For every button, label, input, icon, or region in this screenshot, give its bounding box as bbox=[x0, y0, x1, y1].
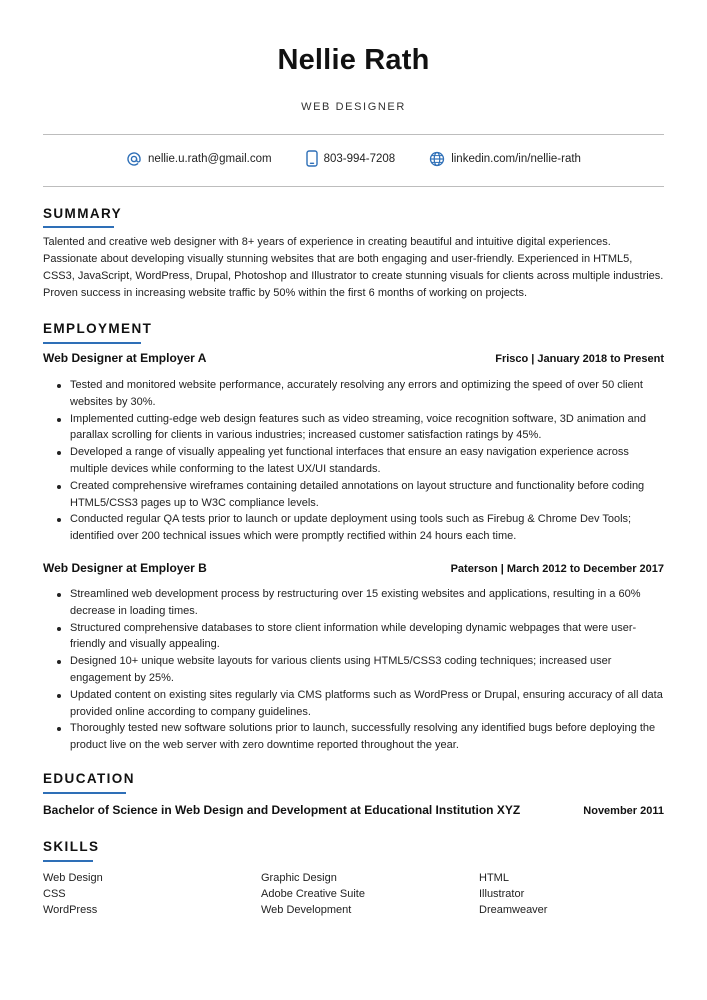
list-item: Streamlined web development process by restructuring over 15 existing websites and applications, resulting in a 60% decrease in loading times. bbox=[70, 586, 664, 620]
summary-underline bbox=[43, 226, 114, 228]
skill-item: Illustrator bbox=[479, 888, 525, 900]
job-title: Web Designer at Employer B bbox=[43, 561, 207, 575]
skill-item: WordPress bbox=[43, 904, 98, 916]
list-item: Created comprehensive wireframes containing detailed annotations on layout structure and functionality before coding HTML5/CSS3 pages up to W3C compliance levels. bbox=[70, 478, 664, 512]
employment-underline bbox=[43, 342, 141, 344]
globe-icon bbox=[429, 151, 445, 167]
job-location-dates: Frisco | January 2018 to Present bbox=[495, 353, 664, 365]
skill-item: Web Design bbox=[43, 872, 103, 884]
at-sign-icon bbox=[126, 151, 142, 167]
skill-item: CSS bbox=[43, 888, 66, 900]
skills-heading: SKILLS bbox=[43, 839, 100, 854]
list-item: Structured comprehensive databases to store client information while developing dynamic webpages that were user-friendly and visually appealing. bbox=[70, 620, 664, 654]
contact-phone[interactable] bbox=[306, 150, 396, 167]
linkedin-text: linkedin.com/in/nellie-rath bbox=[451, 152, 581, 165]
skills-grid bbox=[43, 870, 664, 918]
contact-email[interactable] bbox=[126, 150, 272, 167]
email-text: nellie.u.rath@gmail.com bbox=[148, 152, 272, 165]
list-item: Designed 10+ unique website layouts for various clients using HTML5/CSS3 coding techniques; increased user engagement by 25%. bbox=[70, 653, 664, 687]
list-item: Implemented cutting-edge web design features such as video streaming, voice recognition software, 3D animation and parallax scrolling for clients in various industries; increased customer satisfaction ratings by 45%. bbox=[70, 411, 664, 445]
skills-underline bbox=[43, 860, 93, 862]
employment-heading: EMPLOYMENT bbox=[43, 321, 153, 336]
summary-text: Talented and creative web designer with 8+ years of experience in creating beautiful and intuitive digital experiences. Passionate about developing visually stunning websites that are both engaging and user-friendly. Experienced in HTML5, CSS3, JavaScript, WordPress, Drupal, Photoshop and Illustrator to create stunning visuals for clients across multiple industries. Proven success in increasing website traffic by 50% within the first 6 months of working on projects. bbox=[43, 236, 664, 299]
header-divider-top bbox=[43, 134, 664, 135]
header-divider-bottom bbox=[43, 186, 664, 187]
job-bullets bbox=[43, 377, 664, 545]
skill-item: Graphic Design bbox=[261, 872, 337, 884]
contact-linkedin[interactable] bbox=[429, 150, 581, 167]
job-header bbox=[43, 351, 664, 365]
list-item: Tested and monitored website performance, accurately resolving any errors and optimizing the speed of over 50 client websites by 30%. bbox=[70, 377, 664, 411]
list-item: Thoroughly tested new software solutions prior to launch, successfully resolving any identified bugs before deploying the product live on the web server with zero downtime reported throughout the year. bbox=[70, 720, 664, 754]
job-bullets bbox=[43, 586, 664, 754]
education-entry bbox=[43, 803, 664, 817]
candidate-role: WEB DESIGNER bbox=[301, 101, 406, 113]
candidate-name: Nellie Rath bbox=[277, 44, 430, 76]
job-location-dates: Paterson | March 2012 to December 2017 bbox=[450, 563, 664, 575]
degree-date: November 2011 bbox=[583, 805, 664, 817]
list-item: Developed a range of visually appealing yet functional interfaces that ensure an easy navigation experience across multiple devices while conforming to the latest UX/UI standards. bbox=[70, 444, 664, 478]
education-heading: EDUCATION bbox=[43, 771, 135, 786]
job-header bbox=[43, 561, 664, 575]
summary-heading: SUMMARY bbox=[43, 206, 123, 221]
job-title: Web Designer at Employer A bbox=[43, 351, 207, 365]
education-underline bbox=[43, 792, 126, 794]
list-item: Updated content on existing sites regularly via CMS platforms such as WordPress or Drupal, ensuring accuracy of all data provided online according to company guidelines. bbox=[70, 687, 664, 721]
skill-item: Adobe Creative Suite bbox=[261, 888, 365, 900]
degree-title: Bachelor of Science in Web Design and Development at Educational Institution XYZ bbox=[43, 803, 521, 817]
phone-icon bbox=[306, 150, 318, 167]
list-item: Conducted regular QA tests prior to launch or update deployment using tools such as Firebug & Chrome Dev Tools; identified over 200 technical issues which were promptly rectified within 24 hours each time. bbox=[70, 511, 664, 545]
contact-bar bbox=[43, 150, 664, 167]
skill-item: Web Development bbox=[261, 904, 352, 916]
phone-text: 803-994-7208 bbox=[323, 152, 396, 165]
skill-item: Dreamweaver bbox=[479, 904, 548, 916]
skill-item: HTML bbox=[479, 872, 509, 884]
